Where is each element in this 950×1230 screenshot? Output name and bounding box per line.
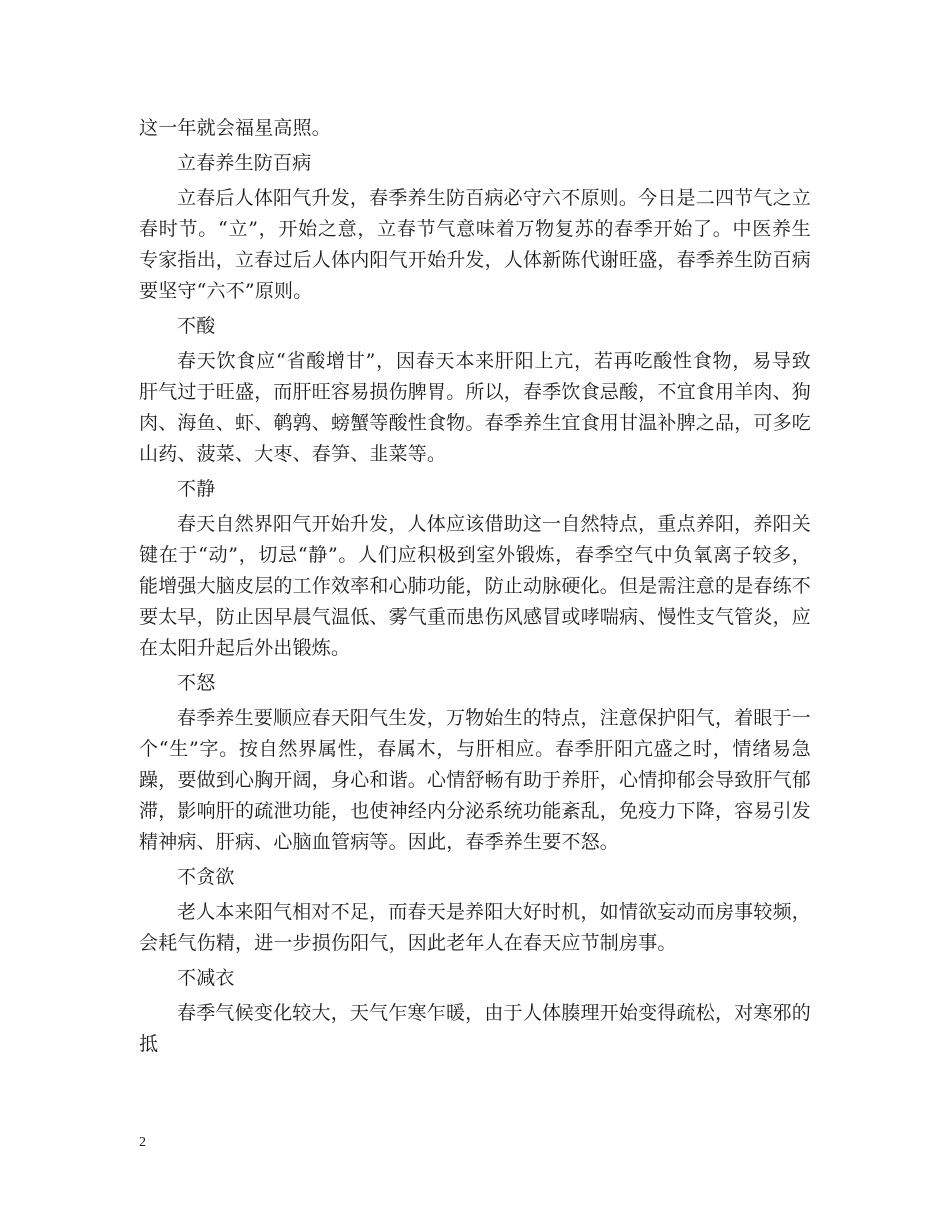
paragraph-intro: 立春后人体阳气升发，春季养生防百病必守六不原则。今日是二四节气之立春时节。“立”，开始之意，立春节气意味着万物复苏的春季开始了。中医养生专家指出，立春过后人体内阳气开始升发，人体新陈代谢旺盛，春季养生防百病要坚守“六不”原则。 [139,187,812,302]
section-heading-lichun: 立春养生防百病 [177,152,312,174]
paragraph-continuation: 这一年就会福星高照。 [139,117,332,139]
page-number: 2 [139,1135,146,1150]
section-heading-bujianyi: 不减衣 [177,967,235,989]
section-heading-busuan: 不酸 [177,315,216,337]
paragraph-butanyu: 老人本来阳气相对不足，而春天是养阳大好时机，如情欲妄动而房事较频，会耗气伤精，进一步损伤阳气，因此老年人在春天应节制房事。 [139,901,811,954]
paragraph-busuan: 春天饮食应“省酸增甘”，因春天本来肝阳上亢，若再吃酸性食物，易导致肝气过于旺盛，而肝旺容易损伤脾胃。所以，春季饮食忌酸，不宜食用羊肉、狗肉、海鱼、虾、鹌鹑、螃蟹等酸性食物。春季养生宜食用甘温补脾之品，可多吃山药、菠菜、大枣、春笋、韭菜等。 [139,350,812,465]
section-heading-bunu: 不怒 [177,672,216,694]
paragraph-bunu: 春季养生要顺应春天阳气生发，万物始生的特点，注意保护阳气，着眼于一个“生”字。按自然界属性，春属木，与肝相应。春季肝阳亢盛之时，情绪易急躁，要做到心胸开阔，身心和谐。心情舒畅有助于养肝，心情抑郁会导致肝气郁滞，影响肝的疏泄功能，也使神经内分泌系统功能紊乱，免疫力下降，容易引发精神病、肝病、心脑血管病等。因此，春季养生要不怒。 [139,707,812,853]
section-heading-bujing: 不静 [177,478,216,500]
paragraph-bujing: 春天自然界阳气开始升发，人体应该借助这一自然特点，重点养阳，养阳关键在于“动”，切忌“静”。人们应积极到室外锻炼，春季空气中负氧离子较多，能增强大脑皮层的工作效率和心肺功能，防止动脉硬化。但是需注意的是春练不要太早，防止因早晨气温低、雾气重而患伤风感冒或哮喘病、慢性支气管炎，应在太阳升起后外出锻炼。 [139,513,812,659]
section-heading-butanyu: 不贪欲 [177,866,235,888]
paragraph-bujianyi: 春季气候变化较大，天气乍寒乍暖，由于人体腠理开始变得疏松，对寒邪的抵 [139,1002,811,1055]
document-body [139,113,811,1064]
